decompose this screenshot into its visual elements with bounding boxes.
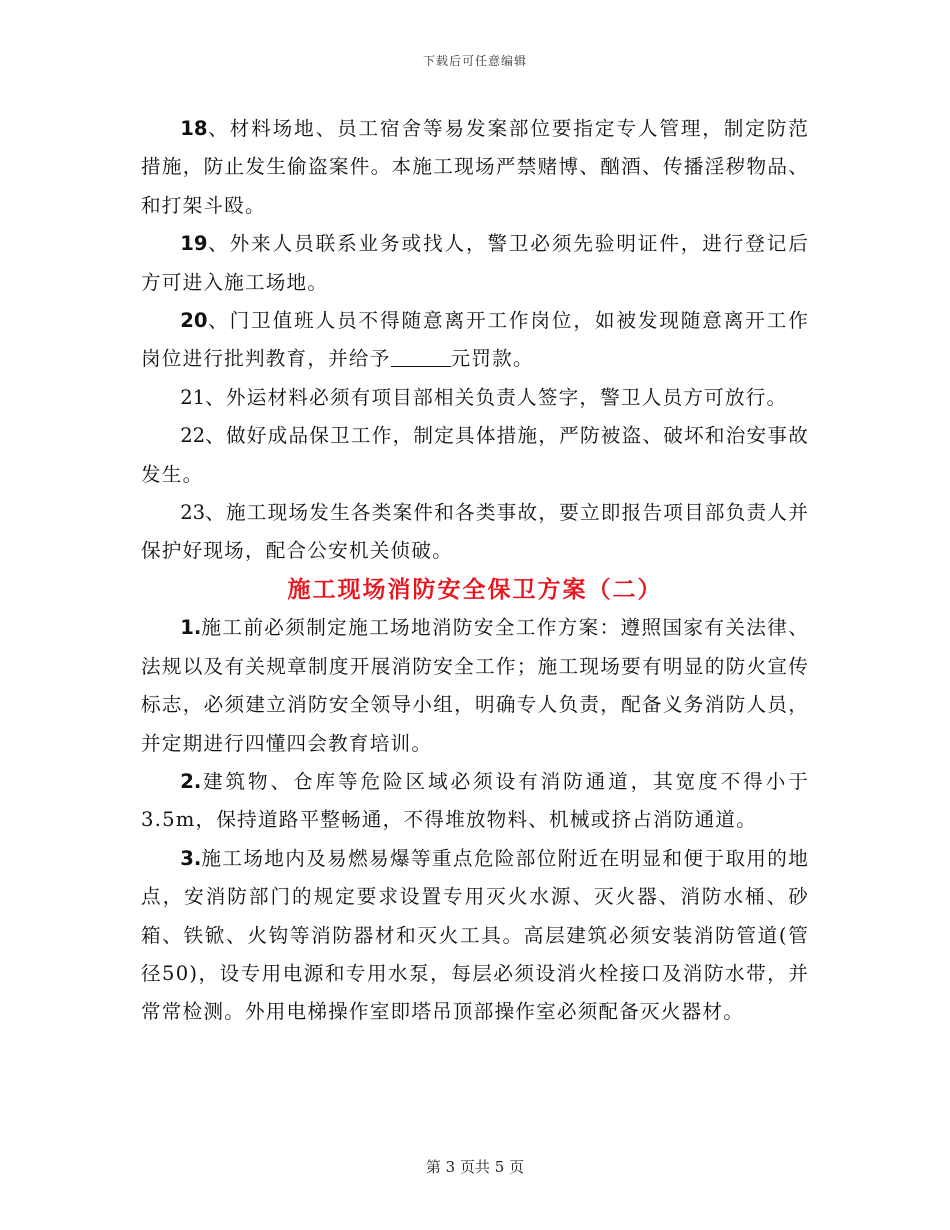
item-separator: 、	[207, 309, 230, 333]
item-separator: 、	[205, 385, 226, 409]
item-separator: 、	[207, 232, 230, 256]
fill-in-blank	[391, 347, 451, 368]
item-text: 材料场地、员工宿舍等易发案部位要指定专人管理，制定防范措施，防止发生偷盗案件。本施工现场严禁赌博、酗酒、传播淫秽物品、和打架斗殴。	[141, 117, 810, 217]
item-number: 19	[180, 232, 208, 256]
item-text: 门卫值班人员不得随意离开工作岗位，如被发现随意离开工作岗位进行批判教育，并给予	[141, 309, 810, 371]
list-item-21	[141, 379, 809, 417]
list-item-2	[141, 763, 809, 840]
item-text: 施工现场发生各类案件和各类事故，要立即报告项目部负责人并保护好现场，配合公安机关侦破。	[141, 501, 809, 563]
item-number: 2.	[180, 769, 202, 793]
item-number: 18	[180, 117, 208, 140]
item-number: 1.	[180, 616, 202, 640]
item-separator: 、	[205, 424, 226, 448]
section-title: 施工现场消防安全保卫方案（二）	[287, 575, 663, 603]
list-item-19	[141, 225, 809, 302]
item-number: 21	[180, 385, 206, 409]
item-text: 施工场地内及易燃易爆等重点危险部位附近在明显和便于取用的地点，安消防部门的规定要求设置专用灭火水源、灭火器、消防水桶、砂箱、铁锨、火钩等消防器材和灭火工具。高层建筑必须安装消防管道(管径50)，设专用电源和专用水泵，每层必须设消火栓接口及消防水带，并常常检测。外用电梯操作室即塔吊顶部操作室必须配备灭火器材。	[141, 846, 809, 1024]
item-number: 23	[180, 501, 206, 525]
item-number: 22	[180, 424, 206, 448]
item-separator: 、	[207, 117, 230, 140]
list-item-1	[141, 609, 809, 763]
list-item-20	[141, 302, 809, 379]
document-body	[141, 110, 809, 1032]
list-item-3	[141, 840, 809, 1032]
page-header-note: 下载后可任意编辑	[422, 54, 527, 68]
item-separator: 、	[205, 501, 226, 525]
item-text: 建筑物、仓库等危险区域必须设有消防通道，其宽度不得小于3.5m，保持道路平整畅通，不得堆放物料、机械或挤占消防通道。	[141, 769, 809, 832]
list-item-23	[141, 494, 809, 571]
item-text-after: 元罚款。	[450, 347, 534, 371]
item-text: 施工前必须制定施工场地消防安全工作方案：遵照国家有关法律、法规以及有关规章制度开展消防安全工作；施工现场要有明显的防火宣传标志，必须建立消防安全领导小组，明确专人负责，配备义务消防人员，并定期进行四懂四会教育培训。	[141, 616, 809, 755]
item-text: 做好成品保卫工作，制定具体措施，严防被盗、破坏和治安事故发生。	[141, 424, 809, 486]
page-footer-number: 第 3 页共 5 页	[425, 1158, 525, 1176]
item-number: 3.	[180, 846, 202, 870]
list-item-22	[141, 417, 809, 494]
item-text: 外来人员联系业务或找人，警卫必须先验明证件，进行登记后方可进入施工场地。	[141, 232, 810, 294]
list-item-18	[141, 110, 809, 225]
item-number: 20	[180, 309, 208, 333]
item-text: 外运材料必须有项目部相关负责人签字，警卫人员方可放行。	[225, 385, 788, 409]
